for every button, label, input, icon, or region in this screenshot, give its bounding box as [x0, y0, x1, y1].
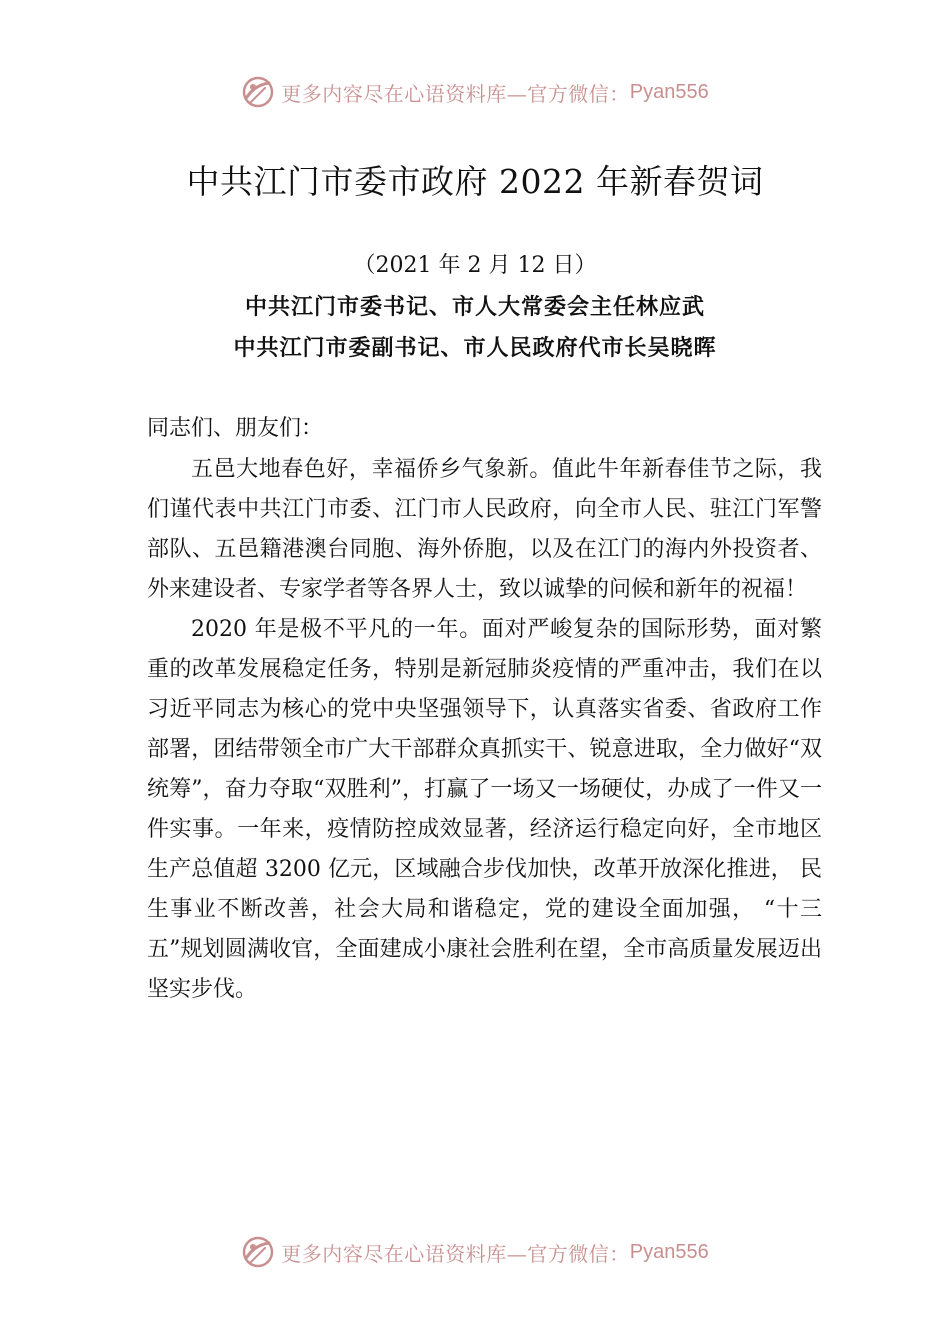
- paragraph-1: 五邑大地春色好，幸福侨乡气象新。值此牛年新春佳节之际，我们谨代表中共江门市委、江门市人民政府，向全市人民、驻江门军警部队、五邑籍港澳台同胞、海外侨胞，以及在江门的海内外投资者、外来建设者、专家学者等各界人士，致以诚挚的问候和新年的祝福！: [147, 457, 822, 602]
- author-line-2: 中共江门市委副书记、市人民政府代市长吴晓晖: [233, 335, 717, 361]
- watermark-logo-icon: [241, 1235, 275, 1269]
- greeting: 同志们、朋友们：: [147, 416, 324, 441]
- watermark-wechat-id: Pyan556: [629, 80, 709, 103]
- paragraph-2: 2020 年是极不平凡的一年。面对严峻复杂的国际形势，面对繁重的改革发展稳定任务，特别是新冠肺炎疫情的严重冲击，我们在以习近平同志为核心的党中央坚强领导下，认真落实省委、省政府工作部署，团结带领全市广大干部群众真抓实干、锐意进取，全力做好“双统筹”，奋力夺取“双胜利”，打赢了一场又一场硬仗，办成了一件又一件实事。一年来，疫情防控成效显著，经济运行稳定向好，全市地区生产总值超 3200 亿元，区域融合步伐加快，改革开放深化推进， 民生事业不断改善，社会大局和谐稳定，党的建设全面加强， “十三五”规划圆满收官，全面建成小康社会胜利在望，全市高质量发展迈出坚实步伐。: [147, 617, 822, 1002]
- document-body: [147, 450, 822, 1010]
- document-date: （2021 年 2 月 12 日）: [353, 253, 597, 278]
- document-title: 中共江门市委市政府 2022 年新春贺词: [186, 162, 764, 201]
- watermark-header: [0, 72, 950, 112]
- watermark-text: 更多内容尽在心语资料库—官方微信：: [281, 1241, 630, 1266]
- watermark-wechat-id: Pyan556: [629, 1240, 709, 1263]
- author-line-1: 中共江门市委书记、市人大常委会主任林应武: [244, 294, 705, 320]
- watermark-logo-icon: [241, 75, 275, 109]
- watermark-footer: [0, 1232, 950, 1272]
- watermark-text: 更多内容尽在心语资料库—官方微信：: [281, 81, 630, 106]
